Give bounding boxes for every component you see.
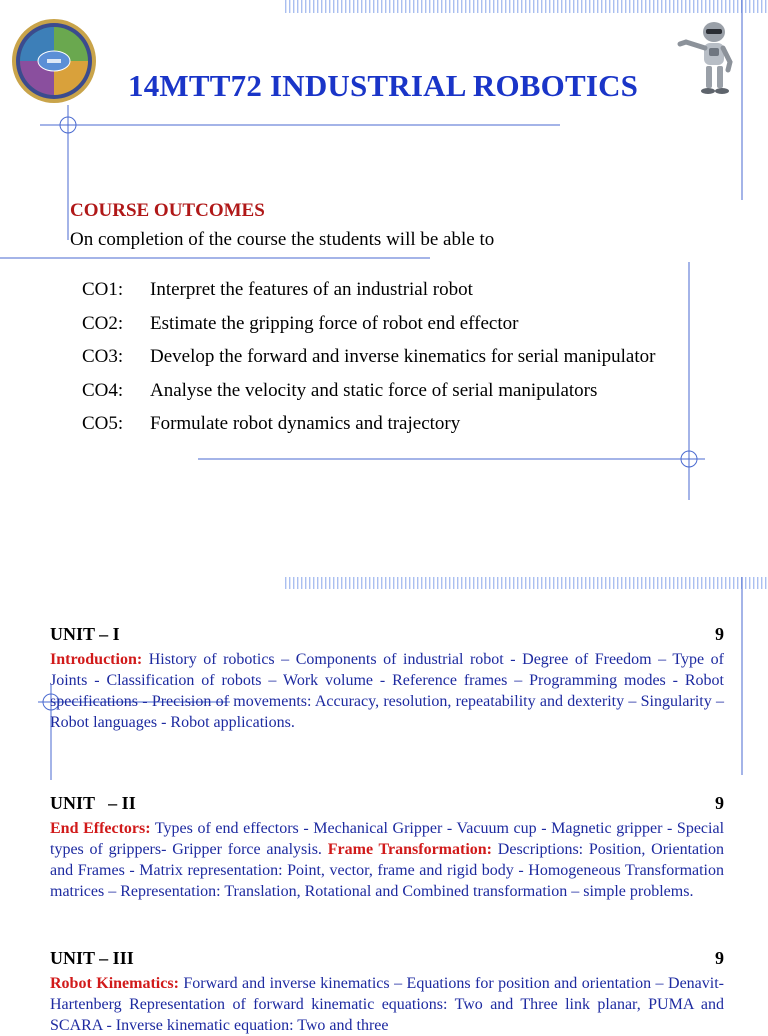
list-item <box>82 279 655 313</box>
list-item <box>82 380 655 414</box>
outcome-text: Develop the forward and inverse kinematics for serial manipulator <box>150 346 656 367</box>
unit-description <box>50 818 724 902</box>
outcome-text: Interpret the features of an industrial robot <box>150 279 473 300</box>
list-item <box>82 413 655 447</box>
unit-description <box>50 973 724 1036</box>
outcome-code: CO4: <box>82 379 124 401</box>
unit-title: UNIT – II <box>50 793 136 813</box>
unit-title: UNIT – III <box>50 948 134 968</box>
course-outcomes-heading: COURSE OUTCOMES <box>70 200 265 221</box>
outcome-code: CO2: <box>82 312 124 334</box>
unit-2-section <box>50 792 724 902</box>
humanoid-robot-icon <box>672 18 742 98</box>
mechatronics-circle-logo <box>11 18 97 104</box>
topic-text: Types of end effectors - Mechanical Gripper - Vacuum cup - Magnetic gripper - Special types of grippers- Gripper force analysis. <box>50 820 725 858</box>
topic-label: Frame Transformation: <box>327 841 493 858</box>
topic-text: Forward and inverse kinematics – Equations for position and orientation – Denavit- Hartenberg Representation of forward kinematic equations: Two and Three link planar, PUMA and SCARA - Inverse kinematic equation: Two and three <box>50 975 724 1034</box>
outcome-code: CO1: <box>82 279 124 300</box>
list-item <box>82 313 655 347</box>
outcome-text: Analyse the velocity and static force of serial manipulators <box>150 379 598 401</box>
page-title: 14MTT72 INDUSTRIAL ROBOTICS <box>128 68 639 103</box>
topic-text: History of robotics – Components of industrial robot - Degree of Freedom – Type of Joints - Classification of robots – Work volume - Reference frames – Programming modes - Robot specifications - Precision of movements: Accuracy, resolution, repeatability and dexterity – Singularity – Robot languages - Robot applications. <box>50 651 724 731</box>
unit-3-section <box>50 947 724 1036</box>
unit-1-section <box>50 623 724 733</box>
topic-text: Descriptions: Position, Orientation and Frames - Matrix representation: Point, vector, frame and rigid body - Homogeneous Transformation matrices – Representation: Translation, Rotational and Combined transformation – simple problems. <box>50 841 725 900</box>
topic-label: End Effectors: <box>50 820 151 837</box>
list-item <box>82 346 655 380</box>
unit-heading <box>50 792 724 814</box>
course-outcomes-list <box>82 279 655 447</box>
outcome-code: CO5: <box>82 413 124 434</box>
unit-hours: 9 <box>715 948 724 968</box>
topic-label: Introduction: <box>50 651 143 668</box>
outcome-text: Estimate the gripping force of robot end effector <box>150 312 519 334</box>
topic-label: Robot Kinematics: <box>50 975 179 992</box>
unit-hours: 9 <box>715 793 724 813</box>
outcome-code: CO3: <box>82 346 124 367</box>
course-outcomes-intro: On completion of the course the students will be able to <box>70 229 495 250</box>
unit-description <box>50 649 724 733</box>
unit-hours: 9 <box>715 624 724 644</box>
unit-heading <box>50 623 724 645</box>
outcome-text: Formulate robot dynamics and trajectory <box>150 413 461 434</box>
unit-heading <box>50 947 724 969</box>
unit-title: UNIT – I <box>50 624 120 644</box>
